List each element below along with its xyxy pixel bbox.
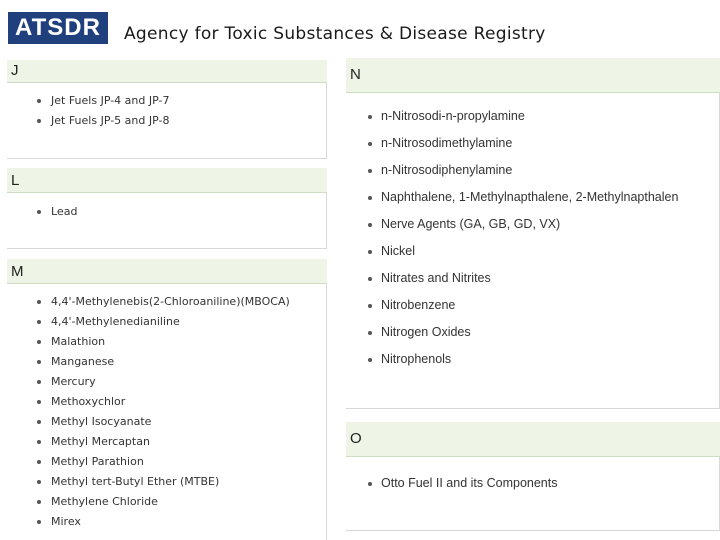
list-item[interactable] [7,395,125,408]
list-item[interactable] [7,515,81,528]
item-link[interactable]: 4,4'-Methylenedianiline [51,315,180,328]
bullet-icon [368,304,372,308]
section-m-header [7,259,327,284]
section-n [346,58,720,408]
list-item[interactable] [7,455,144,468]
item-link[interactable]: n-Nitrosodiphenylamine [381,163,513,177]
bullet-icon [37,99,41,103]
section-o-header [346,422,720,457]
list-item[interactable] [7,94,169,107]
section-l-letter: L [11,172,20,189]
section-n-letter: N [350,66,361,83]
section-l [7,168,327,248]
list-item[interactable] [346,476,557,490]
bullet-icon [37,360,41,364]
item-link[interactable]: Nitrobenzene [381,298,456,312]
item-link[interactable]: Methyl Mercaptan [51,435,150,448]
item-link[interactable]: Mercury [51,375,96,388]
list-item[interactable] [7,355,114,368]
bullet-icon [368,169,372,173]
list-item[interactable] [7,475,219,488]
list-item[interactable] [346,163,512,177]
bullet-icon [368,358,372,362]
item-link[interactable]: Mirex [51,515,81,528]
section-o [346,422,720,530]
bullet-icon [368,115,372,119]
agency-title: Agency for Toxic Substances & Disease Registry [124,24,546,44]
list-item[interactable] [7,435,150,448]
item-link[interactable]: Malathion [51,335,106,348]
item-link[interactable]: Jet Fuels JP-4 and JP-7 [51,94,170,107]
item-link[interactable]: n-Nitrosodi-n-propylamine [381,109,525,123]
bullet-icon [368,482,372,486]
item-link[interactable]: Methylene Chloride [51,495,158,508]
list-item[interactable] [346,298,455,312]
item-link[interactable]: Methyl Parathion [51,455,144,468]
section-j [7,60,327,158]
list-item[interactable] [7,375,96,388]
bullet-icon [37,460,41,464]
bullet-icon [368,250,372,254]
bullet-icon [37,119,41,123]
list-item[interactable] [7,415,151,428]
item-link[interactable]: Nickel [381,244,416,258]
bullet-icon [368,277,372,281]
list-item[interactable] [346,271,491,285]
list-item[interactable] [346,190,678,204]
section-m [7,259,327,540]
bullet-icon [37,440,41,444]
list-item[interactable] [346,325,471,339]
list-item[interactable] [346,109,525,123]
bullet-icon [37,320,41,324]
list-item[interactable] [346,136,512,150]
section-l-header [7,168,327,193]
list-item[interactable] [7,315,180,328]
bullet-icon [37,210,41,214]
section-o-letter: O [350,430,362,447]
section-j-header [7,60,327,83]
bullet-icon [368,196,372,200]
section-j-letter: J [11,62,19,79]
item-link[interactable]: Methoxychlor [51,395,126,408]
item-link[interactable]: Lead [51,205,78,218]
item-link[interactable]: Jet Fuels JP-5 and JP-8 [51,114,170,127]
bullet-icon [37,500,41,504]
bullet-icon [37,300,41,304]
list-item[interactable] [7,114,169,127]
section-m-letter: M [11,263,24,280]
list-item[interactable] [346,244,415,258]
item-link[interactable]: Otto Fuel II and its Components [381,476,558,490]
list-item[interactable] [7,335,105,348]
item-link[interactable]: 4,4'-Methylenebis(2-Chloroaniline)(MBOCA) [51,295,290,308]
bullet-icon [368,331,372,335]
list-item[interactable] [7,295,290,308]
list-item[interactable] [346,217,560,231]
bullet-icon [37,520,41,524]
item-link[interactable]: n-Nitrosodimethylamine [381,136,513,150]
bullet-icon [37,340,41,344]
site-header [0,0,720,56]
list-item[interactable] [7,205,77,218]
item-link[interactable]: Methyl tert-Butyl Ether (MTBE) [51,475,220,488]
item-link[interactable]: Nitrophenols [381,352,452,366]
bullet-icon [368,223,372,227]
bullet-icon [37,420,41,424]
item-link[interactable]: Methyl Isocyanate [51,415,152,428]
list-item[interactable] [7,495,158,508]
item-link[interactable]: Naphthalene, 1-Methylnapthalene, 2-Methylnapthalen [381,190,679,204]
list-item[interactable] [346,352,451,366]
bullet-icon [37,400,41,404]
bullet-icon [368,142,372,146]
section-n-header [346,58,720,93]
item-link[interactable]: Nerve Agents (GA, GB, GD, VX) [381,217,561,231]
bullet-icon [37,480,41,484]
item-link[interactable]: Nitrogen Oxides [381,325,471,339]
atsdr-logo[interactable]: ATSDR [8,12,108,44]
item-link[interactable]: Manganese [51,355,115,368]
item-link[interactable]: Nitrates and Nitrites [381,271,491,285]
bullet-icon [37,380,41,384]
